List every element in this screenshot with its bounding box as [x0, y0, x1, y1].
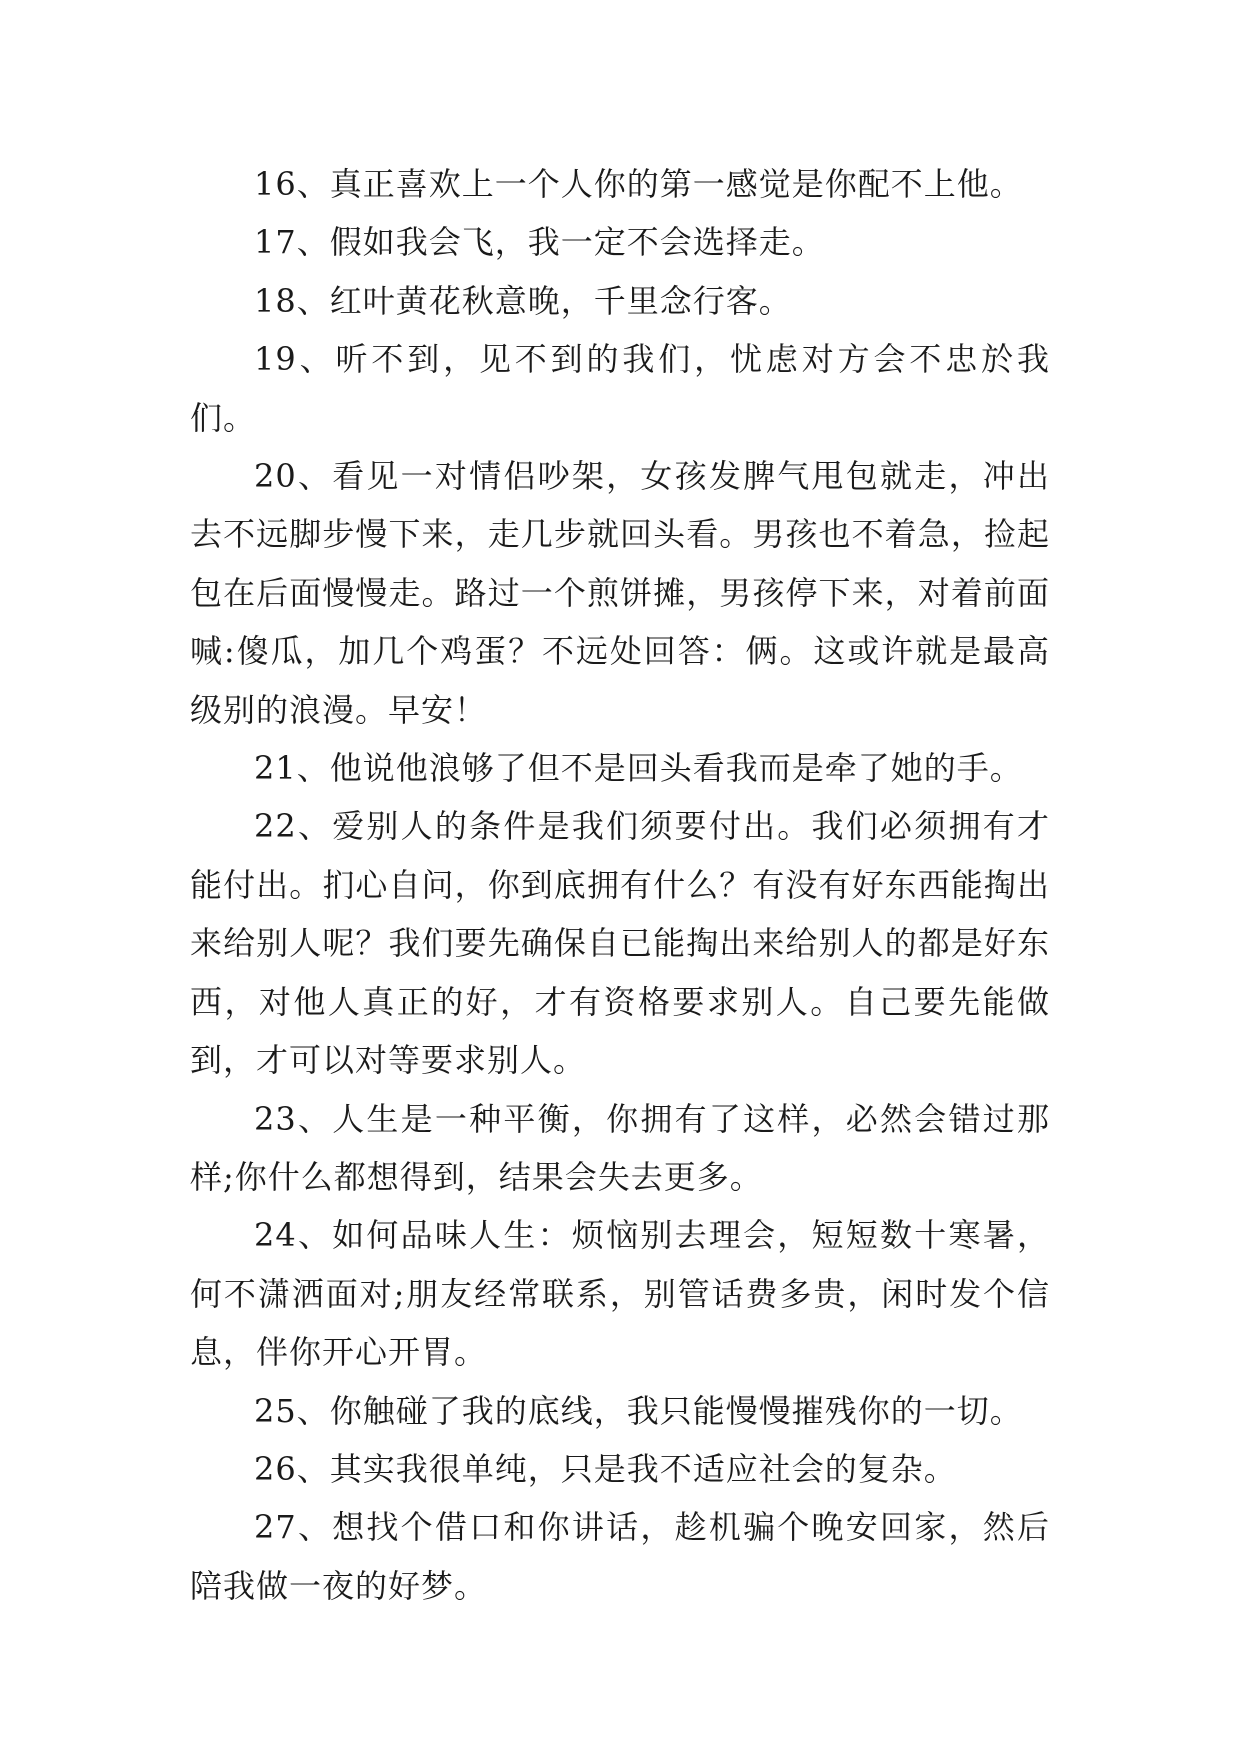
- paragraph-16: 16、真正喜欢上一个人你的第一感觉是你配不上他。: [254, 165, 1023, 203]
- paragraph-22: 22、爱别人的条件是我们须要付出。我们必须拥有才能付出。扪心自问，你到底拥有什么？有没有好东西能掏出来给别人呢？我们要先确保自已能掏出来给别人的都是好东西，对他人真正的好，才有资格要求别人。自己要先能做到，才可以对等要求别人。: [190, 807, 1050, 1080]
- document-body: [190, 155, 1050, 1615]
- paragraph-20: 20、看见一对情侣吵架，女孩发脾气甩包就走，冲出去不远脚步慢下来，走几步就回头看。男孩也不着急，捡起包在后面慢慢走。路过一个煎饼摊，男孩停下来，对着前面喊:傻瓜，加几个鸡蛋？不远处回答：俩。这或许就是最高级别的浪漫。早安！: [190, 457, 1050, 729]
- paragraph-19: 19、听不到，见不到的我们，忧虑对方会不忠於我们。: [190, 340, 1050, 437]
- paragraph-21: 21、他说他浪够了但不是回头看我而是牵了她的手。: [254, 749, 1023, 788]
- paragraph-24: 24、如何品味人生：烦恼别去理会，短短数十寒暑，何不潇洒面对;朋友经常联系，别管话费多贵，闲时发个信息，伴你开心开胃。: [190, 1216, 1050, 1372]
- paragraph-18: 18、红叶黄花秋意晚，千里念行客。: [254, 281, 792, 320]
- paragraph-23: 23、人生是一种平衡，你拥有了这样，必然会错过那样;你什么都想得到，结果会失去更多。: [190, 1099, 1050, 1196]
- paragraph-26: 26、其实我很单纯，只是我不适应社会的复杂。: [254, 1449, 957, 1488]
- paragraph-25: 25、你触碰了我的底线，我只能慢慢摧残你的一切。: [254, 1391, 1023, 1430]
- paragraph-17: 17、假如我会飞，我一定不会选择走。: [254, 223, 825, 262]
- paragraph-27: 27、想找个借口和你讲话，趁机骗个晚安回家，然后陪我做一夜的好梦。: [190, 1508, 1050, 1605]
